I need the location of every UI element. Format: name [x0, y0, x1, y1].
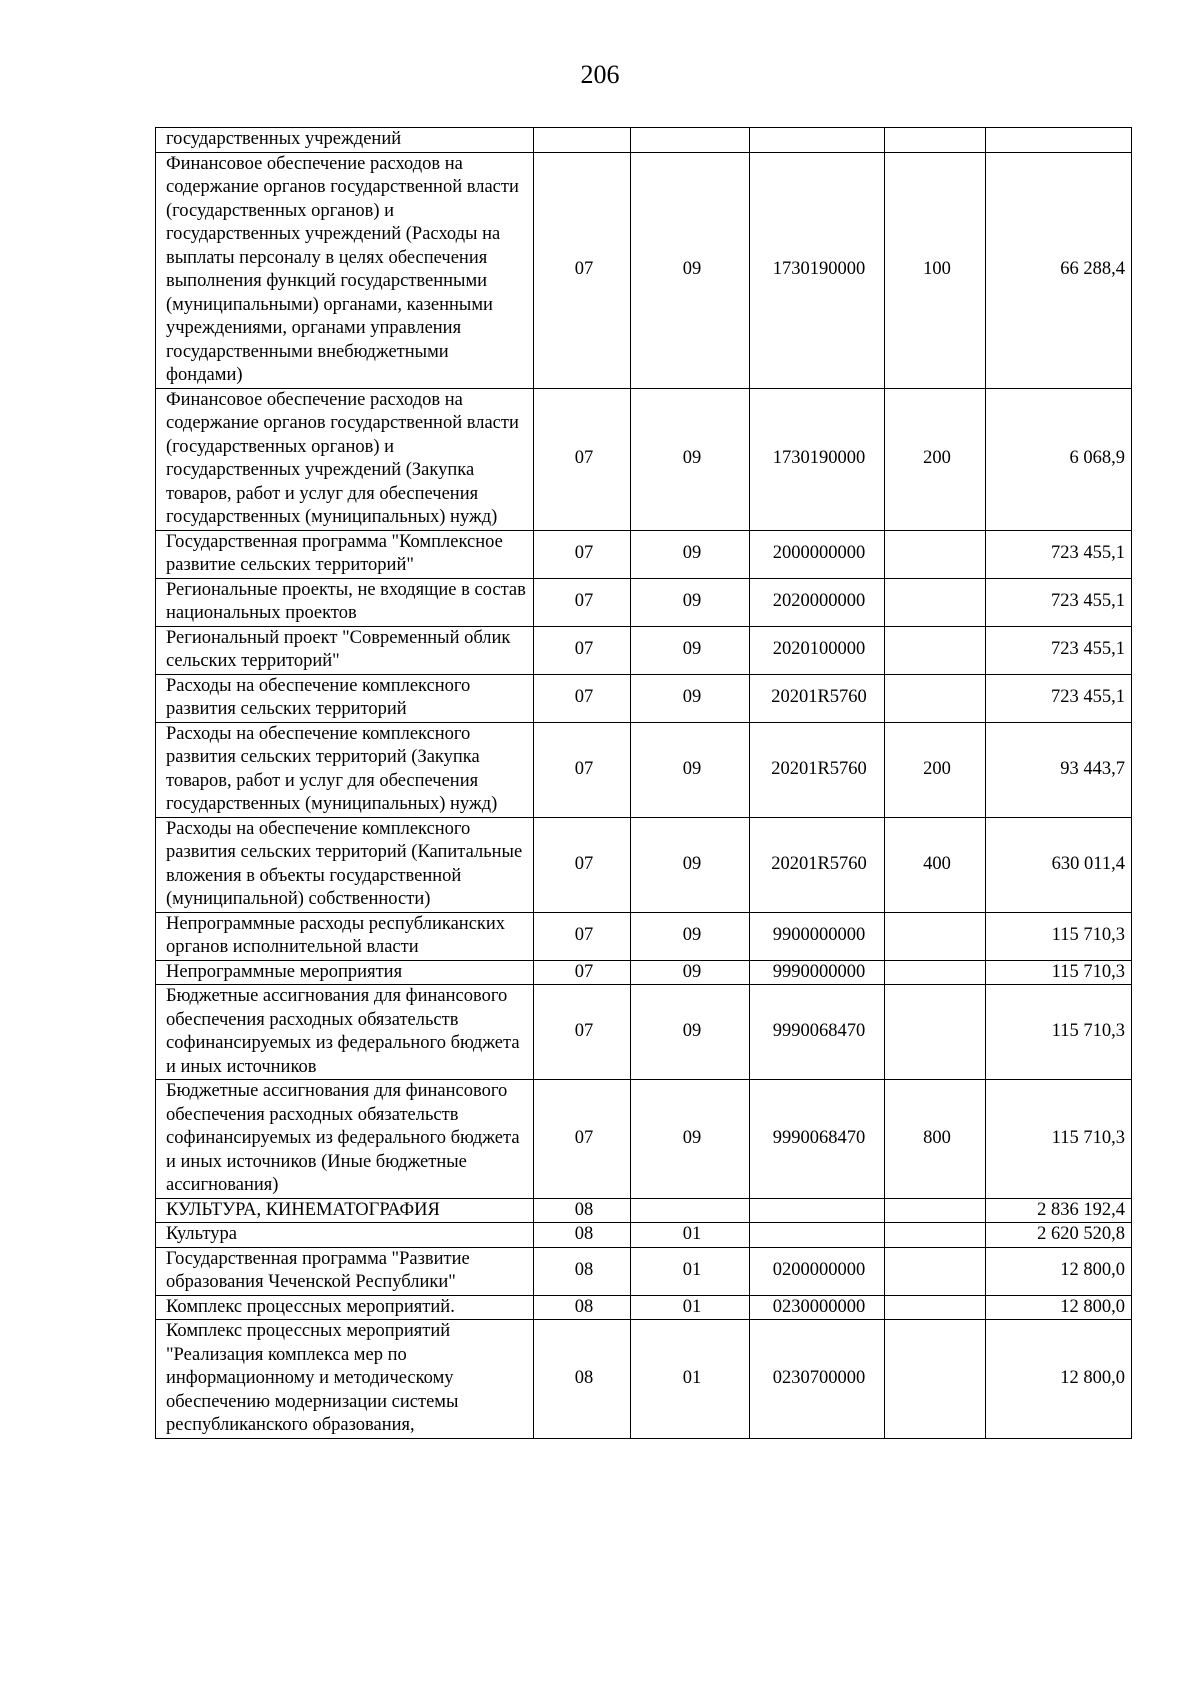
amount-cell: 2 620 520,8: [986, 1223, 1132, 1248]
target-article-cell: 0200000000: [750, 1247, 885, 1295]
expense-type-cell: [885, 1247, 986, 1295]
target-article-cell: 9990000000: [750, 960, 885, 985]
section-code-cell: 07: [534, 578, 631, 626]
target-article-cell: 20201R5760: [750, 817, 885, 912]
table-row: [156, 674, 1132, 722]
expense-type-cell: [885, 985, 986, 1080]
target-article-cell: 9990068470: [750, 985, 885, 1080]
row-name-cell: Бюджетные ассигнования для финансового обеспечения расходных обязательств софинансируемых из федерального бюджета и иных источников: [156, 985, 534, 1080]
expense-type-cell: 400: [885, 817, 986, 912]
table-row: [156, 578, 1132, 626]
subsection-code-cell: 09: [631, 152, 750, 388]
table-row: [156, 817, 1132, 912]
target-article-cell: 20201R5760: [750, 722, 885, 817]
row-name-cell: Непрограммные мероприятия: [156, 960, 534, 985]
amount-cell: 12 800,0: [986, 1295, 1132, 1320]
row-name-cell: Региональный проект "Современный облик сельских территорий": [156, 626, 534, 674]
target-article-cell: 0230000000: [750, 1295, 885, 1320]
row-name-cell: Непрограммные расходы республиканских органов исполнительной власти: [156, 912, 534, 960]
table-row: [156, 1320, 1132, 1439]
subsection-code-cell: 01: [631, 1320, 750, 1439]
amount-cell: 2 836 192,4: [986, 1198, 1132, 1223]
amount-cell: 12 800,0: [986, 1320, 1132, 1439]
table-row: [156, 912, 1132, 960]
target-article-cell: 2020000000: [750, 578, 885, 626]
row-name-cell: Расходы на обеспечение комплексного развития сельских территорий: [156, 674, 534, 722]
subsection-code-cell: 09: [631, 960, 750, 985]
amount-cell: 723 455,1: [986, 626, 1132, 674]
amount-cell: 115 710,3: [986, 912, 1132, 960]
subsection-code-cell: 09: [631, 912, 750, 960]
section-code-cell: 07: [534, 152, 631, 388]
amount-cell: 115 710,3: [986, 1080, 1132, 1199]
amount-cell: 6 068,9: [986, 388, 1132, 530]
row-name-cell: Комплекс процессных мероприятий.: [156, 1295, 534, 1320]
row-name-cell: Финансовое обеспечение расходов на содержание органов государственной власти (государственных органов) и государственных учреждений (Расходы на выплаты персоналу в целях обеспечения выполнения функций государственными (муниципальными) органами, казенными учреждениями, органами управления государственными внебюджетными фондами): [156, 152, 534, 388]
target-article-cell: 20201R5760: [750, 674, 885, 722]
section-code-cell: 08: [534, 1320, 631, 1439]
table-row: [156, 1080, 1132, 1199]
row-name-cell: государственных учреждений: [156, 128, 534, 153]
row-name-cell: Расходы на обеспечение комплексного развития сельских территорий (Капитальные вложения в объекты государственной (муниципальной) собственности): [156, 817, 534, 912]
expense-type-cell: 200: [885, 388, 986, 530]
subsection-code-cell: 01: [631, 1295, 750, 1320]
section-code-cell: 07: [534, 722, 631, 817]
section-code-cell: 07: [534, 530, 631, 578]
section-code-cell: 07: [534, 674, 631, 722]
target-article-cell: [750, 1223, 885, 1248]
amount-cell: 12 800,0: [986, 1247, 1132, 1295]
target-article-cell: 2000000000: [750, 530, 885, 578]
expense-type-cell: [885, 912, 986, 960]
table-row: [156, 1198, 1132, 1223]
table-row: [156, 1223, 1132, 1248]
target-article-cell: 0230700000: [750, 1320, 885, 1439]
amount-cell: 723 455,1: [986, 530, 1132, 578]
target-article-cell: 9990068470: [750, 1080, 885, 1199]
section-code-cell: 07: [534, 1080, 631, 1199]
expense-type-cell: 800: [885, 1080, 986, 1199]
section-code-cell: 07: [534, 388, 631, 530]
table-row: [156, 1247, 1132, 1295]
subsection-code-cell: 09: [631, 626, 750, 674]
target-article-cell: [750, 1198, 885, 1223]
amount-cell: 115 710,3: [986, 960, 1132, 985]
subsection-code-cell: 09: [631, 674, 750, 722]
row-name-cell: Бюджетные ассигнования для финансового обеспечения расходных обязательств софинансируемых из федерального бюджета и иных источников (Иные бюджетные ассигнования): [156, 1080, 534, 1199]
expense-type-cell: 200: [885, 722, 986, 817]
target-article-cell: 9900000000: [750, 912, 885, 960]
subsection-code-cell: [631, 1198, 750, 1223]
row-name-cell: Государственная программа "Развитие образования Чеченской Республики": [156, 1247, 534, 1295]
section-code-cell: 08: [534, 1247, 631, 1295]
table-row: [156, 1295, 1132, 1320]
subsection-code-cell: 09: [631, 722, 750, 817]
section-code-cell: [534, 128, 631, 153]
expense-type-cell: [885, 626, 986, 674]
table-row: [156, 985, 1132, 1080]
section-code-cell: 07: [534, 626, 631, 674]
target-article-cell: 1730190000: [750, 388, 885, 530]
row-name-cell: Финансовое обеспечение расходов на содержание органов государственной власти (государственных органов) и государственных учреждений (Закупка товаров, работ и услуг для обеспечения государственных (муниципальных) нужд): [156, 388, 534, 530]
subsection-code-cell: 09: [631, 817, 750, 912]
target-article-cell: 2020100000: [750, 626, 885, 674]
expense-type-cell: [885, 1295, 986, 1320]
expense-type-cell: [885, 578, 986, 626]
subsection-code-cell: 09: [631, 578, 750, 626]
subsection-code-cell: 09: [631, 388, 750, 530]
amount-cell: 630 011,4: [986, 817, 1132, 912]
section-code-cell: 07: [534, 960, 631, 985]
table-row: [156, 626, 1132, 674]
expense-type-cell: [885, 960, 986, 985]
row-name-cell: Расходы на обеспечение комплексного развития сельских территорий (Закупка товаров, работ и услуг для обеспечения государственных (муниципальных) нужд): [156, 722, 534, 817]
table-row: [156, 128, 1132, 153]
section-code-cell: 07: [534, 985, 631, 1080]
section-code-cell: 08: [534, 1295, 631, 1320]
row-name-cell: КУЛЬТУРА, КИНЕМАТОГРАФИЯ: [156, 1198, 534, 1223]
amount-cell: 115 710,3: [986, 985, 1132, 1080]
expense-type-cell: [885, 1198, 986, 1223]
expense-type-cell: [885, 1320, 986, 1439]
page-number: 206: [580, 60, 620, 89]
section-code-cell: 08: [534, 1198, 631, 1223]
table-row: [156, 960, 1132, 985]
target-article-cell: [750, 128, 885, 153]
amount-cell: 723 455,1: [986, 674, 1132, 722]
subsection-code-cell: 09: [631, 1080, 750, 1199]
row-name-cell: Культура: [156, 1223, 534, 1248]
subsection-code-cell: 01: [631, 1247, 750, 1295]
subsection-code-cell: 01: [631, 1223, 750, 1248]
amount-cell: [986, 128, 1132, 153]
amount-cell: 93 443,7: [986, 722, 1132, 817]
table-row: [156, 722, 1132, 817]
section-code-cell: 07: [534, 912, 631, 960]
subsection-code-cell: 09: [631, 985, 750, 1080]
section-code-cell: 08: [534, 1223, 631, 1248]
budget-table: [155, 127, 1132, 1439]
target-article-cell: 1730190000: [750, 152, 885, 388]
expense-type-cell: 100: [885, 152, 986, 388]
budget-table-body: [156, 128, 1132, 1439]
table-row: [156, 388, 1132, 530]
section-code-cell: 07: [534, 817, 631, 912]
expense-type-cell: [885, 674, 986, 722]
amount-cell: 66 288,4: [986, 152, 1132, 388]
row-name-cell: Комплекс процессных мероприятий "Реализация комплекса мер по информационному и методическому обеспечению модернизации системы республиканского образования,: [156, 1320, 534, 1439]
expense-type-cell: [885, 1223, 986, 1248]
row-name-cell: Региональные проекты, не входящие в состав национальных проектов: [156, 578, 534, 626]
expense-type-cell: [885, 530, 986, 578]
expense-type-cell: [885, 128, 986, 153]
amount-cell: 723 455,1: [986, 578, 1132, 626]
table-row: [156, 530, 1132, 578]
subsection-code-cell: 09: [631, 530, 750, 578]
subsection-code-cell: [631, 128, 750, 153]
row-name-cell: Государственная программа "Комплексное развитие сельских территорий": [156, 530, 534, 578]
table-row: [156, 152, 1132, 388]
